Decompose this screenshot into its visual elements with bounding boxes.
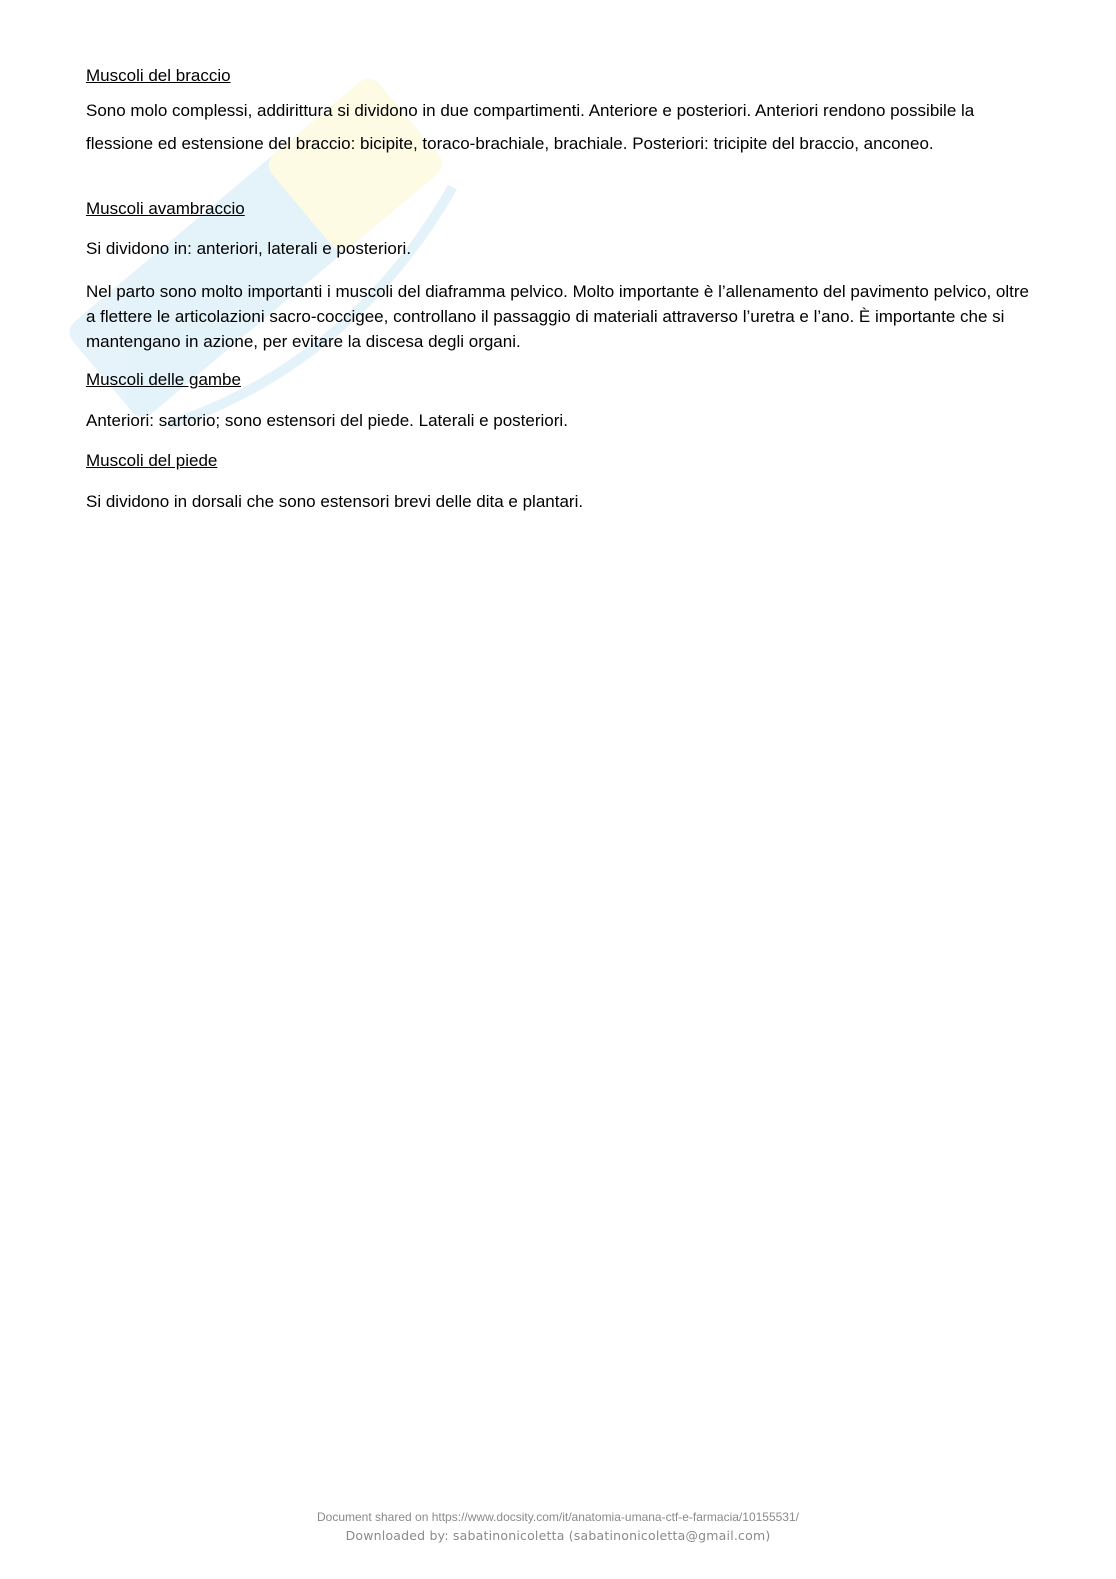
section-text-avambraccio: Si dividono in: anteriori, laterali e posteriori. <box>86 239 412 258</box>
section-text-piede: Si dividono in dorsali che sono estensori brevi delle dita e plantari. <box>86 492 584 511</box>
section-text-braccio: Sono molo complessi, addirittura si dividono in due compartimenti. Anteriore e posteriori. Anteriori rendono possibile la flessione ed estensione del braccio: bicipite, toraco-brachiale, brachiale. Posteriori: tricipite del braccio, anconeo. <box>86 101 975 153</box>
footer-shared-on: Document shared on https://www.docsity.com/it/anatomia-umana-ctf-e-farmacia/10155531/ <box>316 1510 799 1524</box>
section-heading-piede: Muscoli del piede <box>86 451 218 470</box>
section-heading-braccio: Muscoli del braccio <box>86 66 231 85</box>
section-text-gambe: Anteriori: sartorio; sono estensori del piede. Laterali e posteriori. <box>86 411 568 430</box>
section-heading-avambraccio: Muscoli avambraccio <box>86 199 245 218</box>
section-text-pelvic: Nel parto sono molto importanti i muscoli del diaframma pelvico. Molto importante è l’allenamento del pavimento pelvico, oltre a flettere le articolazioni sacro-coccigee, controllano il passaggio di materiali attraverso l’uretra e l’ano. È importante che si mantengano in azione, per evitare la discesa degli organi. <box>86 282 1030 351</box>
section-heading-gambe: Muscoli delle gambe <box>86 370 241 389</box>
footer-downloaded-by: Downloaded by: sabatinonicoletta (sabatinonicoletta@gmail.com) <box>345 1528 771 1543</box>
